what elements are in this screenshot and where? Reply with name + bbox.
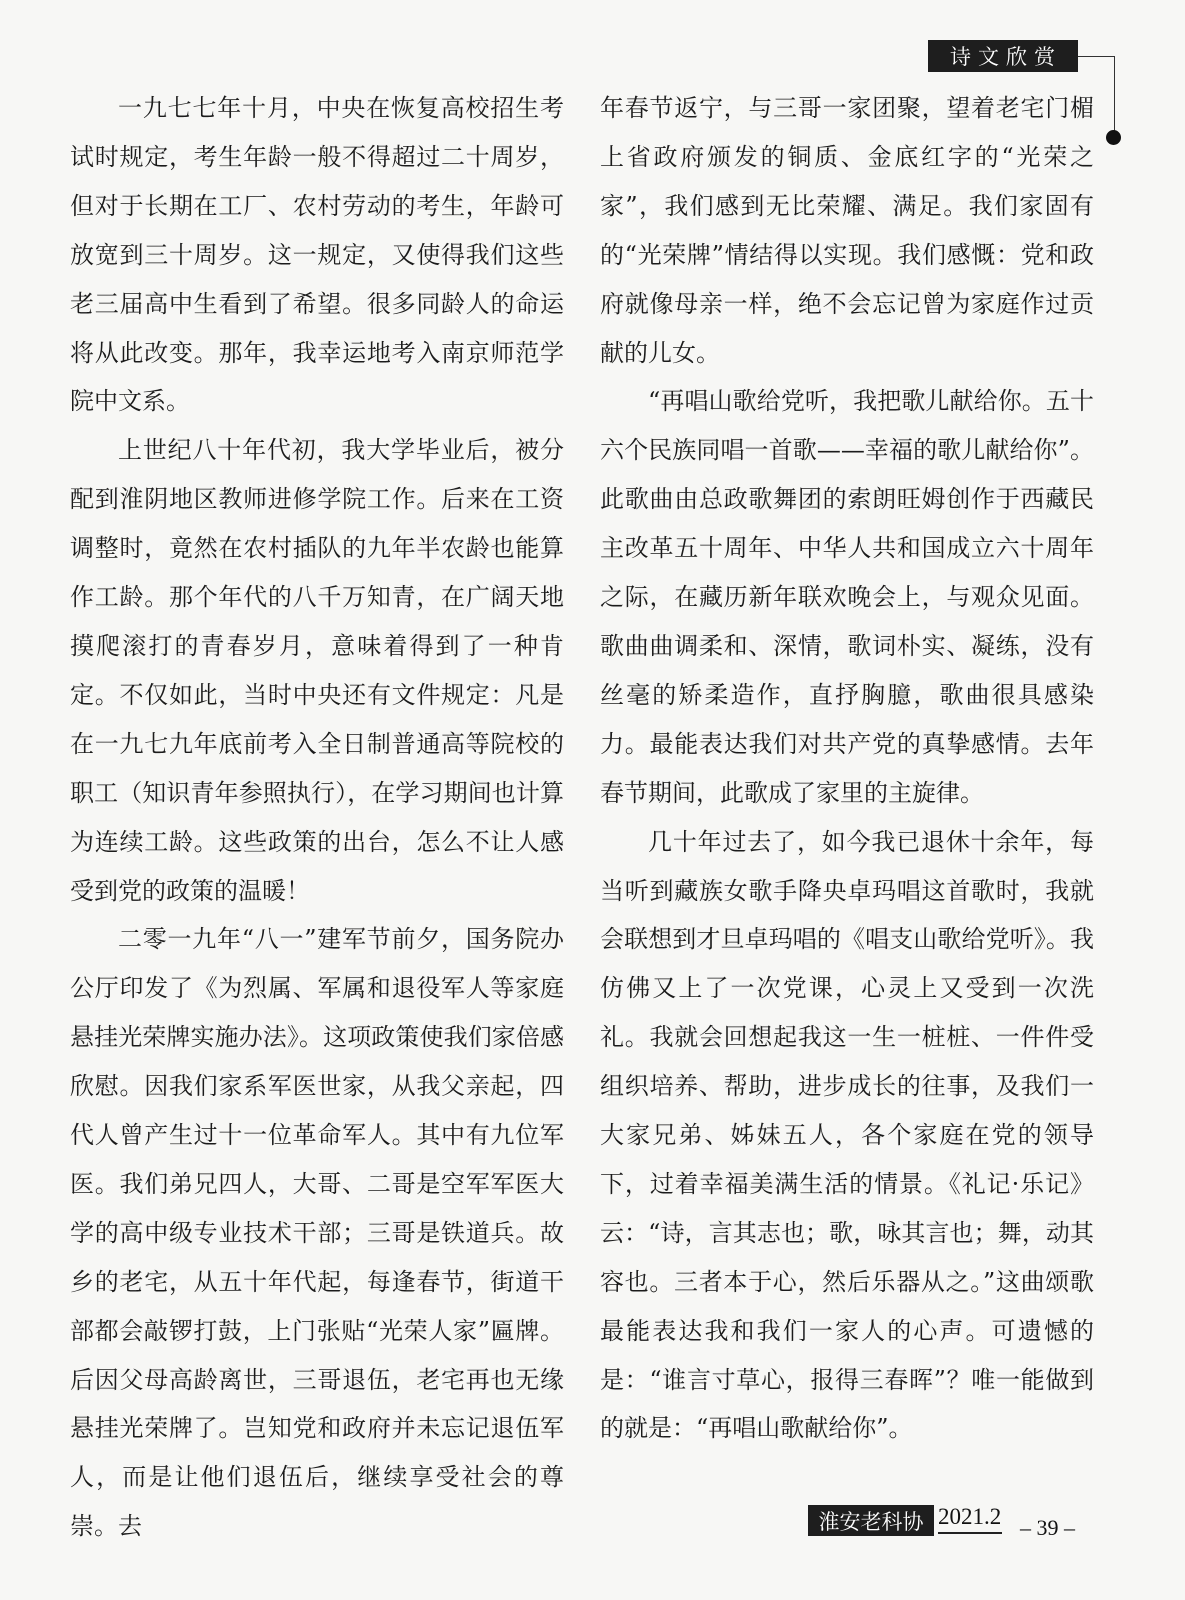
paragraph-honor-plaque: 二零一九年“八一”建军节前夕，国务院办公厅印发了《为烈属、军属和退役军人等家庭悬挂光荣牌实施办法》。这项政策使我们家倍感欣慰。因我们家系军医世家，从我父亲起，四代人曾产生过十一位革命军人。其中有九位军医。我们弟兄四人，大哥、二哥是空军军医大学的高中级专业技术干部；三哥是铁道兵。故乡的老宅，从五十年代起，每逢春节，街道干部都会敲锣打鼓，上门张贴“光荣人家”匾牌。后因父母高龄离世，三哥退伍，老宅再也无缘悬挂光荣牌了。岂知党和政府并未忘记退伍军人，而是让他们退伍后，继续享受社会的尊崇。去 xyxy=(70,925,564,1541)
right-column xyxy=(600,84,1094,1453)
left-column xyxy=(70,84,564,1551)
paragraph-song: “再唱山歌给党听，我把歌儿献给你。五十六个民族同唱一首歌——幸福的歌儿献给你”。此歌曲由总政歌舞团的索朗旺姆创作于西藏民主改革五十周年、中华人共和国成立六十周年之际，在藏历新年联欢晚会上，与观众见面。歌曲曲调柔和、深情，歌词朴实、凝练，没有丝毫的矫柔造作，直抒胸臆，歌曲很具感染力。最能表达我们对共产党的真挚感情。去年春节期间，此歌成了家里的主旋律。 xyxy=(600,387,1094,807)
header-connector-line xyxy=(1078,56,1115,57)
issue-underline xyxy=(938,1532,1002,1534)
header-vertical-line xyxy=(1114,56,1115,136)
header-dot xyxy=(1106,130,1121,145)
issue-number: 2021.2 xyxy=(938,1504,1002,1529)
publication-name: 淮安老科协 xyxy=(808,1505,934,1536)
paragraph-work-years: 上世纪八十年代初，我大学毕业后，被分配到淮阴地区教师进修学院工作。后来在工资调整时，竟然在农村插队的九年半农龄也能算作工龄。那个年代的八千万知青，在广阔天地摸爬滚打的青春岁月，意味着得到了一种肯定。不仅如此，当时中央还有文件规定：凡是在一九七九年底前考入全日制普通高等院校的职工（知识青年参照执行），在学习期间也计算为连续工龄。这些政策的出台，怎么不让人感受到党的政策的温暖！ xyxy=(70,436,564,905)
paragraph-exam-policy: 一九七七年十月，中央在恢复高校招生考试时规定，考生年龄一般不得超过二十周岁，但对于长期在工厂、农村劳动的考生，年龄可放宽到三十周岁。这一规定，又使得我们这些老三届高中生看到了希望。很多同龄人的命运将从此改变。那年，我幸运地考入南京师范学院中文系。 xyxy=(70,94,564,416)
section-label: 诗文欣赏 xyxy=(928,40,1078,72)
paragraph-continuation: 年春节返宁，与三哥一家团聚，望着老宅门楣上省政府颁发的铜质、金底红字的“光荣之家”，我们感到无比荣耀、满足。我们家固有的“光荣牌”情结得以实现。我们感慨：党和政府就像母亲一样，绝不会忘记曾为家庭作过贡献的儿女。 xyxy=(600,94,1094,367)
page-number: – 39 – xyxy=(1020,1515,1075,1540)
paragraph-reflection: 几十年过去了，如今我已退休十余年，每当听到藏族女歌手降央卓玛唱这首歌时，我就会联想到才旦卓玛唱的《唱支山歌给党听》。我仿佛又上了一次党课，心灵上又受到一次洗礼。我就会回想起我这一生一桩桩、一件件受组织培养、帮助，进步成长的往事，及我们一大家兄弟、姊妹五人，各个家庭在党的领导下，过着幸福美满生活的情景。《礼记·乐记》云：“诗，言其志也；歌，咏其言也；舞，动其容也。三者本于心，然后乐器从之。”这曲颂歌最能表达我和我们一家人的心声。可遗憾的是：“谁言寸草心，报得三春晖”？唯一能做到的就是：“再唱山歌献给你”。 xyxy=(600,827,1094,1443)
